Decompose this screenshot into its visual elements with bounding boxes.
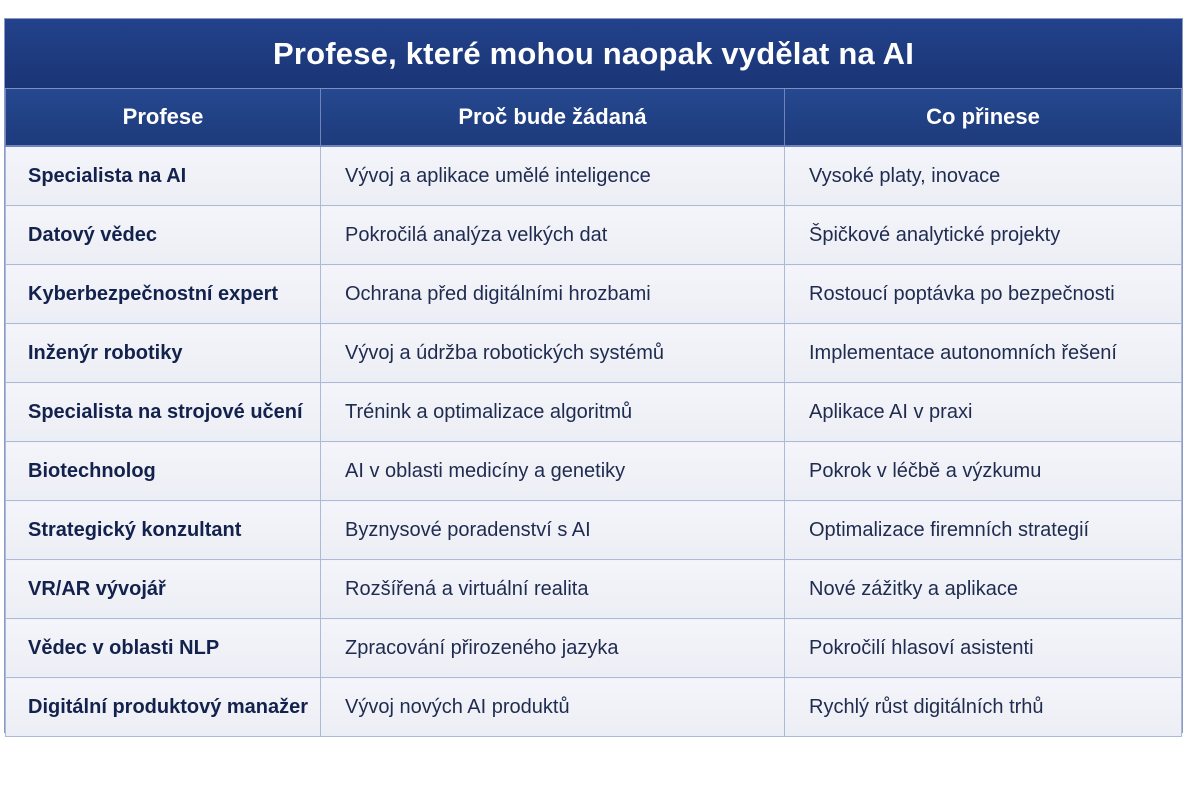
cell-gain: Optimalizace firemních strategií: [785, 501, 1182, 560]
cell-profession: Biotechnolog: [6, 442, 321, 501]
cell-why: Trénink a optimalizace algoritmů: [321, 383, 785, 442]
cell-gain: Rostoucí poptávka po bezpečnosti: [785, 265, 1182, 324]
table-row: [6, 324, 1182, 383]
cell-profession: Vědec v oblasti NLP: [6, 619, 321, 678]
header-row: [6, 89, 1182, 146]
table-row: [6, 619, 1182, 678]
table-row: [6, 678, 1182, 737]
cell-profession: Digitální produktový manažer: [6, 678, 321, 737]
cell-profession: Inženýr robotiky: [6, 324, 321, 383]
cell-profession: Specialista na strojové učení: [6, 383, 321, 442]
column-header-profession: Profese: [6, 89, 321, 146]
cell-profession: Kyberbezpečnostní expert: [6, 265, 321, 324]
cell-profession: Specialista na AI: [6, 146, 321, 206]
cell-why: Ochrana před digitálními hrozbami: [321, 265, 785, 324]
cell-why: Zpracování přirozeného jazyka: [321, 619, 785, 678]
cell-gain: Pokrok v léčbě a výzkumu: [785, 442, 1182, 501]
cell-gain: Nové zážitky a aplikace: [785, 560, 1182, 619]
table-row: [6, 383, 1182, 442]
table-row: [6, 560, 1182, 619]
cell-gain: Špičkové analytické projekty: [785, 206, 1182, 265]
table-row: [6, 146, 1182, 206]
cell-profession: VR/AR vývojář: [6, 560, 321, 619]
cell-why: Byznysové poradenství s AI: [321, 501, 785, 560]
cell-why: Vývoj a aplikace umělé inteligence: [321, 146, 785, 206]
cell-profession: Datový vědec: [6, 206, 321, 265]
cell-gain: Vysoké platy, inovace: [785, 146, 1182, 206]
data-table: [5, 89, 1182, 737]
column-header-gain: Co přinese: [785, 89, 1182, 146]
table-title: Profese, které mohou naopak vydělat na AI: [272, 35, 915, 71]
cell-why: AI v oblasti medicíny a genetiky: [321, 442, 785, 501]
column-header-why: Proč bude žádaná: [321, 89, 785, 146]
cell-gain: Pokročilí hlasoví asistenti: [785, 619, 1182, 678]
cell-why: Pokročilá analýza velkých dat: [321, 206, 785, 265]
table-row: [6, 501, 1182, 560]
table-header: [6, 89, 1182, 146]
table-body: [6, 146, 1182, 737]
cell-gain: Aplikace AI v praxi: [785, 383, 1182, 442]
professions-table: [4, 18, 1183, 733]
cell-gain: Implementace autonomních řešení: [785, 324, 1182, 383]
cell-why: Vývoj a údržba robotických systémů: [321, 324, 785, 383]
table-row: [6, 442, 1182, 501]
cell-gain: Rychlý růst digitálních trhů: [785, 678, 1182, 737]
table-row: [6, 265, 1182, 324]
cell-why: Rozšířená a virtuální realita: [321, 560, 785, 619]
cell-profession: Strategický konzultant: [6, 501, 321, 560]
title-bar: [5, 19, 1182, 89]
cell-why: Vývoj nových AI produktů: [321, 678, 785, 737]
table-row: [6, 206, 1182, 265]
